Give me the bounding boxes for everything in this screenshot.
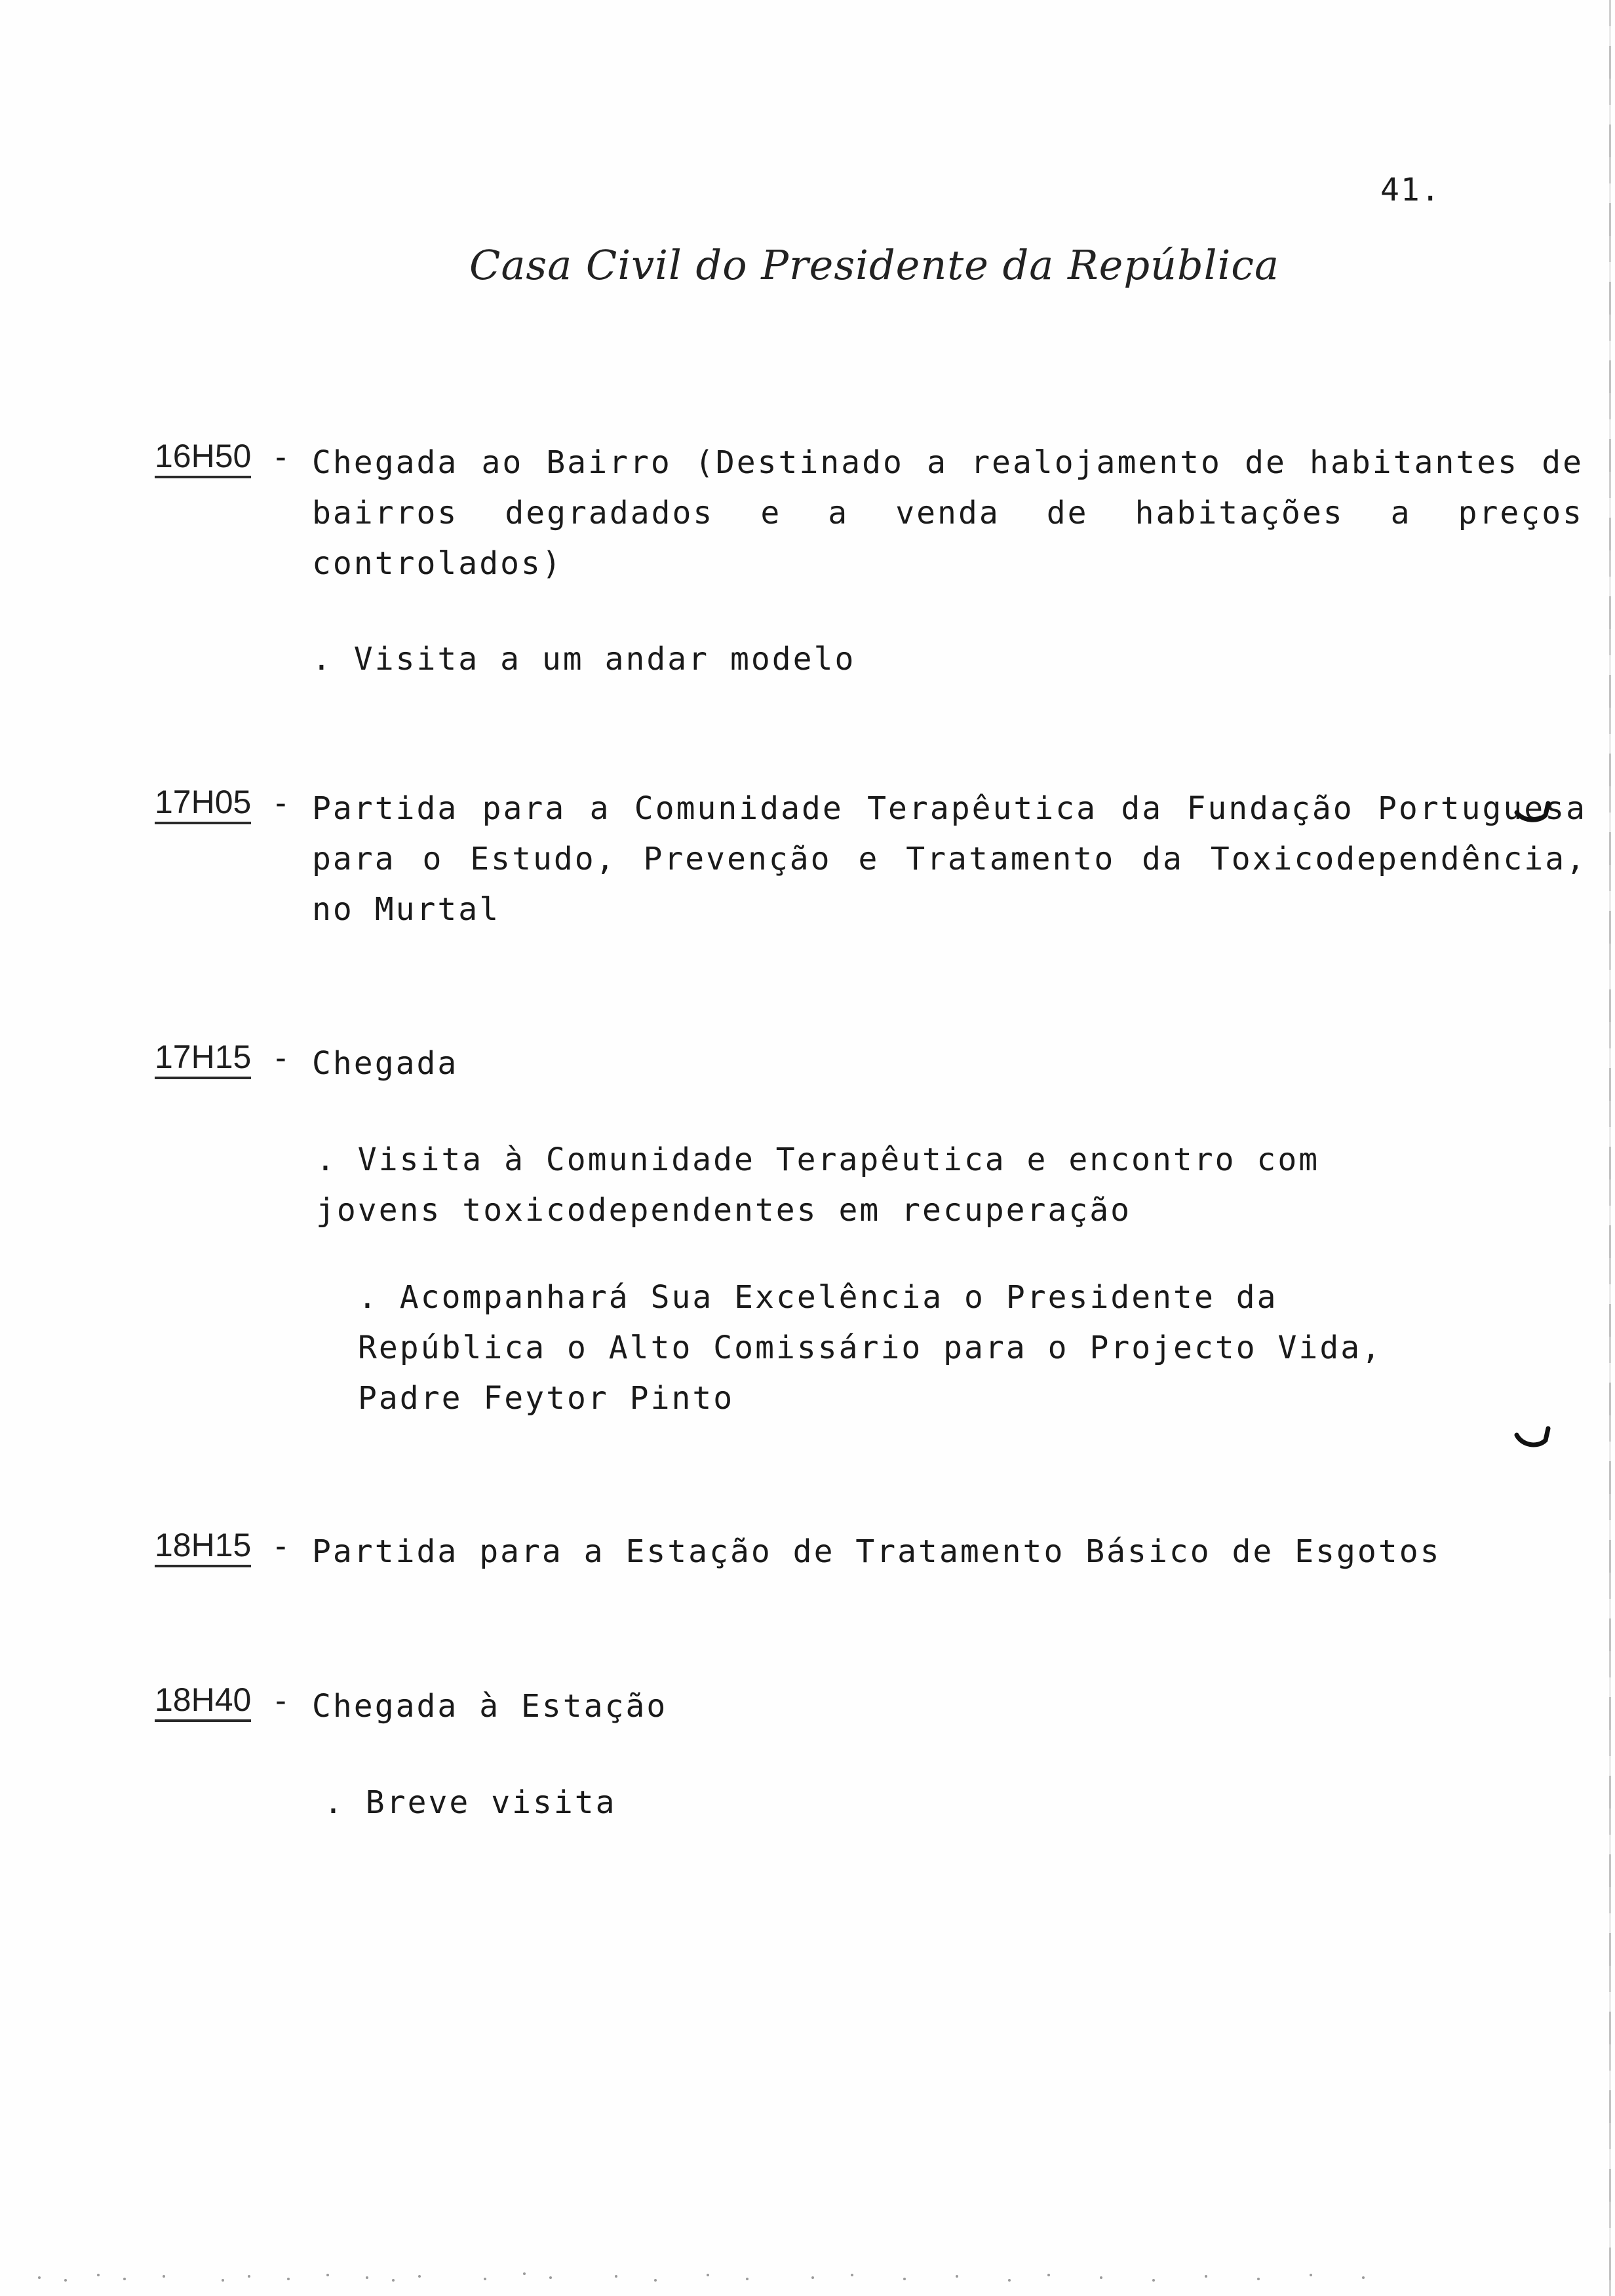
entry-text: Chegada bbox=[312, 1045, 459, 1082]
entry-time: 17H05 bbox=[155, 784, 251, 824]
entry-dash: - bbox=[271, 439, 290, 476]
entry-item: . Visita à Comunidade Terapêutica e encontro com jovens toxicodependentes em recuperação bbox=[316, 1141, 1341, 1229]
entry-item: . Breve visita bbox=[324, 1784, 617, 1821]
entry-time: 18H40 bbox=[155, 1681, 251, 1722]
entry-time: 16H50 bbox=[155, 438, 251, 478]
letterhead: Casa Civil do Presidente da República bbox=[469, 241, 1279, 289]
entry-item: . Visita a um andar modelo bbox=[312, 641, 856, 678]
scan-edge bbox=[1609, 0, 1611, 2296]
entry-item: . Acompanhará Sua Excelência o Presidente da República o Alto Comissário para o Projecto Vida, Padre Feytor Pinto bbox=[358, 1279, 1403, 1417]
entry-dash: - bbox=[271, 1683, 290, 1719]
entry-text: Chegada à Estação bbox=[312, 1688, 668, 1725]
entry-text: Partida para a Comunidade Terapêutica da Fundação Portuguesa para o Estudo, Prevenção e Tratamento da Toxicodependência, no Murtal bbox=[312, 790, 1608, 928]
entry-dash: - bbox=[271, 785, 290, 822]
check-mark-icon bbox=[1514, 801, 1552, 824]
entry-dash: - bbox=[271, 1528, 290, 1565]
entry-text: Partida para a Estação de Tratamento Básico de Esgotos bbox=[312, 1533, 1441, 1570]
check-mark-icon bbox=[1514, 1426, 1552, 1449]
scan-noise bbox=[26, 2268, 1403, 2288]
entry-time: 17H15 bbox=[155, 1039, 251, 1079]
entry-dash: - bbox=[271, 1040, 290, 1077]
page-number: 41. bbox=[1380, 172, 1441, 208]
entry-text: Chegada ao Bairro (Destinado a realojamento de habitantes de bairros degradados e a venda de habitações a preços controlados) bbox=[312, 444, 1605, 582]
entry-time: 18H15 bbox=[155, 1527, 251, 1567]
